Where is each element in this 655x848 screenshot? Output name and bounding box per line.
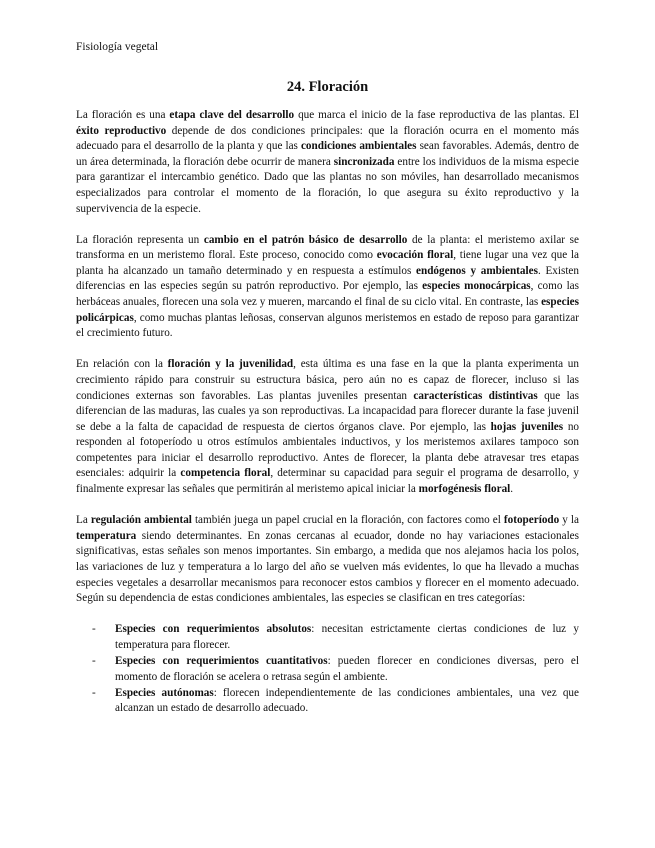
paragraph [76, 108, 579, 217]
text-run: que las diferencian de las maduras, las cuales ya son reproductivas. La incapacidad para florecer durante la fase juvenil se debe a la falta de capacidad de respuesta de ciertos órganos clave. Por ejemplo, las [76, 389, 579, 433]
text-run: y la [559, 514, 579, 527]
bold-term: sincronizada [333, 155, 395, 168]
bold-term: endógenos y ambientales [416, 264, 538, 277]
paragraph [76, 233, 579, 342]
bold-term: competencia floral [180, 467, 271, 480]
bold-term: especies monocárpicas [422, 280, 531, 293]
bold-term: temperatura [76, 529, 137, 542]
text-run: entre los individuos de la misma especie para garantizar el intercambio genético. Dado que las plantas no son móviles, han desarrollado mecanismos especializados para controlar el momento de la floración, lo que asegura su éxito reproductivo y la supervivencia de la especie. [76, 155, 579, 215]
paragraph [76, 513, 579, 607]
bold-term: etapa clave del desarrollo [169, 109, 295, 121]
text-run: , tiene lugar una vez que la planta ha alcanzado un tamaño determinado y en respuesta a estímulos [76, 249, 580, 277]
bold-term: Especies con requerimientos cuantitativos [115, 655, 328, 667]
text-run: también juega un papel crucial en la floración, con factores como el [191, 514, 504, 527]
bold-term: floración y la juvenilidad [167, 358, 294, 371]
text-run: no responden al fotoperíodo u otros estímulos ambientales inductivos, y los meristemos axilares tampoco son competentes para iniciar el desarrollo reproductivo. Antes de florecer, la planta debe atravesar tres etapas esenciales: adquirir la [76, 420, 580, 480]
text-run: La floración es una [76, 109, 170, 121]
text-run: depende de dos condiciones principales: que la floración ocurra en el momento más adecuado para el desarrollo de la planta y que las [76, 124, 579, 153]
bold-term: cambio en el patrón básico de desarrollo [203, 233, 408, 246]
text-run: de la planta: el meristemo axilar se transforma en un meristemo floral. Este proceso, conocido como [76, 233, 579, 262]
text-run: . [510, 483, 514, 496]
page-header: Fisiología vegetal [76, 41, 159, 53]
species-category-list [76, 622, 579, 717]
list-item [76, 686, 579, 717]
document-body [76, 108, 579, 718]
text-run: , como las herbáceas anuales, florecen una sola vez y mueren, marcando el final de su ciclo vital. En contraste, las [76, 280, 579, 309]
text-run: En relación con la [76, 358, 168, 371]
text-run: La floración representa un [76, 233, 204, 246]
text-run: . Existen diferencias en las especies según su patrón reproductivo. Por ejemplo, las [76, 264, 579, 293]
bold-term: Especies con requerimientos absolutos [115, 623, 312, 636]
text-run: siendo determinantes. En zonas cercanas al ecuador, donde no hay variaciones estacionales significativas, estas señales son menos importantes. Sin embargo, a medida que nos alejamos hacia los polos, las variaciones de luz y temperatura a lo largo del año se vuelven más evidentes, lo que ha llevado a muchas especies vegetales a desarrollar mecanismos para reconocer estos cambios y florecer en el momento adecuado. Según su dependencia de estas condiciones ambientales, las especies se clasifican en tres categorías: [76, 529, 579, 605]
bold-term: morfogénesis floral [418, 483, 511, 496]
bullet-dash: - [92, 686, 96, 699]
bold-term: Especies autónomas [115, 686, 214, 699]
text-run: que marca el inicio de la fase reproductiva de las plantas. El [294, 109, 579, 121]
bold-term: fotoperíodo [503, 514, 560, 527]
bold-term: condiciones ambientales [300, 140, 417, 153]
page-title: 24. Floración [286, 79, 369, 95]
bold-term: características distintivas [413, 389, 538, 402]
text-run: : necesitan estrictamente ciertas condiciones de luz y temperatura para florecer. [115, 623, 579, 651]
bold-term: especies policárpicas [76, 296, 579, 324]
text-run: , esta última es una fase en la que la planta experimenta un crecimiento rápido para construir su estructura básica, pero aún no es capaz de florecer, incluso si las condiciones externas son favorables. Las plantas juveniles presentan [76, 358, 579, 402]
bullet-dash: - [92, 655, 96, 667]
text-run: : pueden florecer en condiciones diversas, pero el momento de floración se acelera o retrasa según el ambiente. [115, 655, 580, 683]
bold-term: regulación ambiental [90, 514, 192, 527]
bold-term: hojas juveniles [490, 420, 564, 433]
text-run: , como muchas plantas leñosas, conservan algunos meristemos en estado de reposo para garantizar el crecimiento futuro. [76, 311, 579, 340]
bold-term: éxito reproductivo [76, 124, 167, 137]
list-item [76, 622, 579, 653]
paragraph [76, 357, 579, 497]
bold-term: evocación floral [376, 249, 454, 262]
text-run: : florecen independientemente de las condiciones ambientales, una vez que alcanzan un estado de desarrollo adecuado. [115, 686, 579, 715]
bullet-dash: - [92, 623, 96, 636]
text-run: , determinar su capacidad para seguir el programa de desarrollo, y finalmente expresar las señales que permitirán al meristemo apical iniciar la [76, 467, 579, 496]
text-run: sean favorables. Además, dentro de un área determinada, la floración debe ocurrir de manera [76, 140, 580, 168]
text-run: La [76, 514, 91, 527]
list-item [76, 654, 579, 685]
